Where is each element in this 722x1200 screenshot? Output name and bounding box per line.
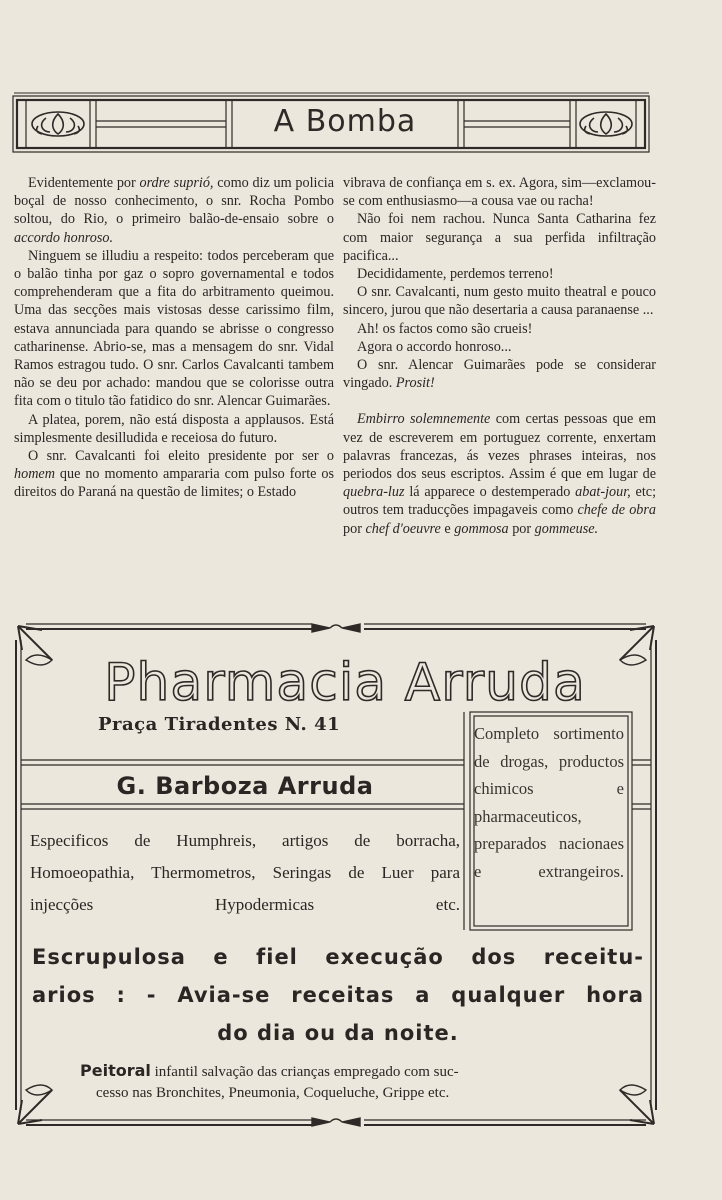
pharmacy-address: Praça Tiradentes N. 41	[98, 714, 341, 735]
paragraph: O snr. Alencar Guimarães pode se considerar vingado. Prosit!	[343, 357, 656, 392]
lotus-ornament-icon	[580, 112, 632, 136]
slogan-line: do dia ou da noite.	[217, 1021, 459, 1045]
boxed-description: Completo sortimento de drogas, productos chimicos e pharmaceuticos, preparados nacionaes e extrangeiros.	[474, 724, 624, 881]
section-title: A Bomba	[273, 104, 417, 139]
section-header	[12, 92, 650, 154]
corner-ornament-icon	[18, 626, 52, 665]
product-list: Especificos de Humphreis, artigos de borracha, Homoeopathia, Thermometros, Seringas de Luer para injecções Hypodermicas etc.	[30, 831, 460, 914]
corner-ornament-icon	[18, 1085, 52, 1124]
product-note-line: infantil salvação das crianças empregado com suc-	[154, 1064, 459, 1080]
paragraph: Evidentemente por ordre suprió, como diz um policia boçal de nosso conhecimento, o snr. Rocha Pombo soltou, do Rio, o primeiro balão-de-ensaio sobre o accordo honroso.	[14, 175, 334, 246]
corner-ornament-icon	[620, 626, 654, 665]
arrow-ornament-icon	[312, 1118, 360, 1126]
lotus-ornament-icon	[32, 112, 84, 136]
paragraph: Agora o accordo honroso...	[357, 338, 512, 355]
article-column-left	[14, 174, 334, 502]
slogan-line: arios : - Avia-se receitas a qualquer hora	[32, 983, 644, 1007]
product-name: Peitoral	[80, 1061, 151, 1080]
paragraph: vibrava de confiança em s. ex. Agora, sim—exclamou-se com enthusiasmo—a cousa vae ou racha!	[343, 175, 656, 210]
paragraph: O snr. Cavalcanti foi eleito presidente por ser o homem que no momento ampararia com pulso forte os direitos do Paraná na questão de limites; o Estado	[14, 448, 334, 501]
paragraph: Ah! os factos como são crueis!	[357, 320, 533, 337]
paragraph: O snr. Cavalcanti, num gesto muito theatral e pouco sincero, jurou que não desertaria a causa paranaense ...	[343, 284, 656, 319]
corner-ornament-icon	[620, 1085, 654, 1124]
paragraph: A platea, porem, não está disposta a applausos. Está simplesmente desilludida e receiosa do futuro.	[14, 411, 334, 446]
paragraph: Não foi nem rachou. Nunca Santa Catharina fez com maior segurança a sua perfida infiltração pacifica...	[343, 211, 656, 264]
pharmacy-owner: G. Barboza Arruda	[116, 772, 374, 800]
arrow-ornament-icon	[312, 624, 360, 632]
pharmacy-advertisement	[12, 620, 660, 1130]
paragraph: Decididamente, perdemos terreno!	[357, 266, 554, 283]
article-column-right	[343, 174, 656, 538]
paragraph: Ninguem se illudiu a respeito: todos perceberam que o balão tinha por gaz o sopro governamental e todos comprehenderam que a fita do arbitramento queimou. Uma das secções mais vistosas desse carissimo film, estava annunciada para quando se abrisse o congresso catharinense. Abrio-se, mas a mensagem do snr. Vidal Ramos estragou tudo. O snr. Carlos Cavalcanti tambem não se deu por achado: mandou que se colorisse outra fita com o titulo tão fatidico do snr. Alencar Guimarães.	[14, 247, 334, 410]
service-slogan	[32, 938, 644, 1052]
pharmacy-name: Pharmacia Arruda	[104, 653, 586, 713]
product-note	[80, 1060, 600, 1104]
paragraph: Embirro solemnemente com certas pessoas que em vez de escreverem em portuguez corrente, enxertam palavras francezas, ás vezes phrases inteiras, nos periodos dos seus escriptos. Assim é que em lugar de quebra-luz lá apparece o destemperado abat-jour, etc; outros tem traducções impagaveis como chefe de obra por chef d'oeuvre e gommosa por gommeuse.	[343, 411, 657, 537]
slogan-line: Escrupulosa e fiel execução dos receitu-	[32, 945, 644, 969]
product-note-line: cesso nas Bronchites, Pneumonia, Coqueluche, Grippe etc.	[96, 1085, 450, 1101]
